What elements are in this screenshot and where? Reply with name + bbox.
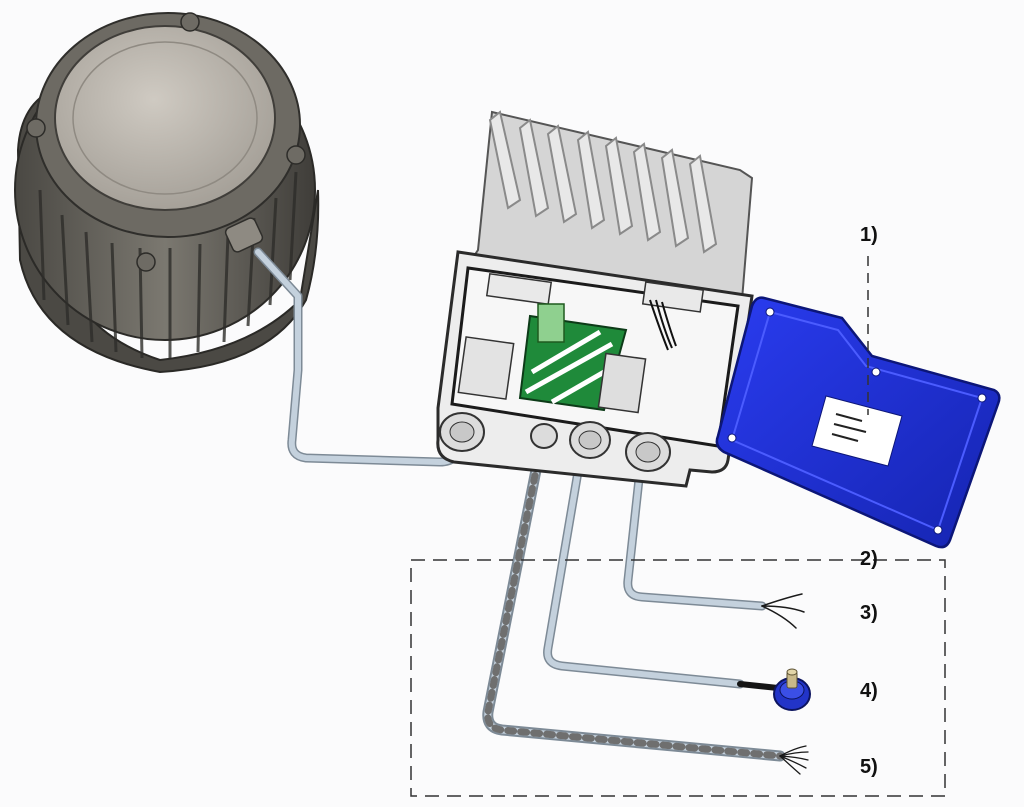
cover-lid-icon	[717, 298, 999, 547]
wire-ends-5-icon	[780, 746, 808, 774]
potentiometer-icon	[774, 669, 810, 710]
wire-ends-icon	[762, 594, 804, 628]
callout-2: 2)	[860, 548, 878, 570]
callout-3: 3)	[860, 602, 878, 624]
callout-1: 1)	[860, 224, 878, 246]
motor-cable	[258, 252, 460, 462]
potentiometer-cable	[548, 460, 778, 688]
callout-5: 5)	[860, 756, 878, 778]
motor-icon	[15, 13, 318, 372]
controller-enclosure-icon	[438, 112, 752, 486]
callout-4: 4)	[860, 680, 878, 702]
signal-cable-3	[628, 470, 762, 606]
